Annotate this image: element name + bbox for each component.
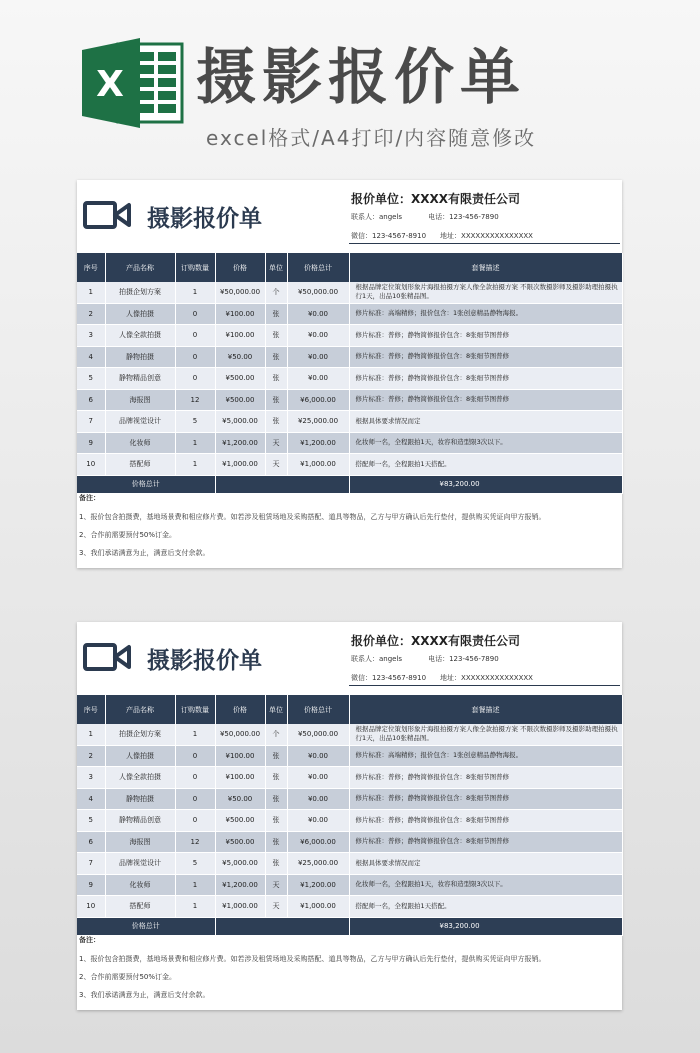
cell-qty: 0 — [175, 368, 215, 390]
cell-no: 6 — [77, 389, 105, 411]
total-row — [77, 475, 622, 493]
cell-product: 拍摄企划方案 — [105, 724, 175, 745]
cell-product: 静物精品创意 — [105, 368, 175, 390]
wechat-address-info — [351, 673, 533, 683]
contact-info — [351, 654, 499, 664]
cell-price: ¥1,200.00 — [215, 874, 265, 896]
cell-total: ¥0.00 — [287, 325, 349, 347]
contact-phone: 电话：123-456-7890 — [428, 213, 499, 221]
cell-qty: 12 — [175, 389, 215, 411]
total-row — [77, 917, 622, 935]
header-product: 产品名称 — [105, 695, 175, 724]
cell-qty: 0 — [175, 346, 215, 368]
cell-unit: 张 — [265, 325, 287, 347]
cell-product: 化妆师 — [105, 432, 175, 454]
cell-price: ¥100.00 — [215, 325, 265, 347]
cell-no: 6 — [77, 831, 105, 853]
cell-desc: 根据品牌定位策划形象片海报拍摄方案人像全款拍摄方案 不限次数摄影师及摄影助理拍摄执行1天，出品10张精品图。 — [349, 724, 622, 745]
cell-desc: 化妆师一名，全程跟拍1天，妆容和造型限3次以下。 — [349, 432, 622, 454]
cell-desc: 修片标准：普修；静物简修报价包含：8张细节图普修 — [349, 810, 622, 832]
header-qty: 订购数量 — [175, 695, 215, 724]
cell-qty: 1 — [175, 896, 215, 918]
cell-total: ¥0.00 — [287, 303, 349, 325]
cell-desc: 搭配师一名，全程跟拍1天搭配。 — [349, 896, 622, 918]
notes-title: 备注： — [79, 494, 100, 502]
table-header-row — [77, 695, 622, 724]
header-divider — [349, 685, 620, 686]
sheet-title: 摄影报价单 — [147, 648, 262, 674]
table-row — [77, 767, 622, 789]
wechat: 微信：123-4567-8910 — [351, 674, 427, 682]
cell-qty: 5 — [175, 411, 215, 433]
table-row — [77, 810, 622, 832]
cell-unit: 张 — [265, 368, 287, 390]
address: 地址：XXXXXXXXXXXXXXX — [440, 674, 533, 682]
address: 地址：XXXXXXXXXXXXXXX — [440, 232, 533, 240]
table-row — [77, 724, 622, 745]
table-row — [77, 454, 622, 476]
cell-product: 人像全款拍摄 — [105, 325, 175, 347]
cell-product: 人像拍摄 — [105, 745, 175, 767]
header-price: 价格 — [215, 695, 265, 724]
cell-price: ¥500.00 — [215, 389, 265, 411]
note-item: 2、合作前需要预付50%订金。 — [79, 531, 177, 539]
cell-price: ¥100.00 — [215, 745, 265, 767]
header-unit: 单位 — [265, 695, 287, 724]
top-banner — [0, 0, 700, 170]
cell-total: ¥50,000.00 — [287, 282, 349, 303]
header-product: 产品名称 — [105, 253, 175, 282]
excel-logo-letter: X — [96, 64, 124, 105]
table-row — [77, 389, 622, 411]
banner-subtitle: excel格式/A4打印/内容随意修改 — [206, 126, 537, 150]
excel-icon — [82, 38, 186, 128]
cell-total: ¥6,000.00 — [287, 831, 349, 853]
table-row — [77, 346, 622, 368]
total-label: 价格总计 — [77, 917, 215, 935]
wechat-address-info — [351, 231, 533, 241]
contact-info — [351, 212, 499, 222]
cell-product: 搭配师 — [105, 896, 175, 918]
cell-product: 海报图 — [105, 389, 175, 411]
cell-desc: 修片标准：普修；静物简修报价包含：8张细节图普修 — [349, 389, 622, 411]
cell-desc: 修片标准：高端精修；报价包含：1张创意精品静物海报。 — [349, 745, 622, 767]
cell-qty: 0 — [175, 303, 215, 325]
total-value: ¥83,200.00 — [349, 475, 622, 493]
cell-desc: 修片标准：普修；静物简修报价包含：8张细节图普修 — [349, 346, 622, 368]
table-row — [77, 853, 622, 875]
contact-person: 联系人：angels — [351, 655, 403, 663]
video-camera-icon — [83, 200, 131, 230]
cell-unit: 张 — [265, 788, 287, 810]
cell-price: ¥50.00 — [215, 346, 265, 368]
cell-unit: 天 — [265, 432, 287, 454]
quote-sheet-preview — [77, 180, 622, 568]
cell-no: 3 — [77, 767, 105, 789]
table-row — [77, 325, 622, 347]
total-spacer — [215, 475, 349, 493]
cell-no: 10 — [77, 454, 105, 476]
header-total: 价格总计 — [287, 253, 349, 282]
cell-no: 5 — [77, 368, 105, 390]
header-no: 序号 — [77, 253, 105, 282]
cell-desc: 修片标准：普修；静物简修报价包含：8张细节图普修 — [349, 831, 622, 853]
header-total: 价格总计 — [287, 695, 349, 724]
cell-price: ¥1,000.00 — [215, 454, 265, 476]
header-desc: 套餐描述 — [349, 253, 622, 282]
table-row — [77, 874, 622, 896]
cell-no: 5 — [77, 810, 105, 832]
cell-total: ¥0.00 — [287, 788, 349, 810]
cell-unit: 张 — [265, 389, 287, 411]
cell-no: 4 — [77, 346, 105, 368]
cell-price: ¥1,200.00 — [215, 432, 265, 454]
cell-desc: 修片标准：高端精修；报价包含：1张创意精品静物海报。 — [349, 303, 622, 325]
table-header-row — [77, 253, 622, 282]
table-row — [77, 282, 622, 303]
cell-unit: 张 — [265, 346, 287, 368]
cell-unit: 天 — [265, 454, 287, 476]
cell-total: ¥1,200.00 — [287, 432, 349, 454]
cell-total: ¥50,000.00 — [287, 724, 349, 745]
sheet-title: 摄影报价单 — [147, 206, 262, 232]
cell-no: 1 — [77, 724, 105, 745]
cell-product: 搭配师 — [105, 454, 175, 476]
cell-product: 静物拍摄 — [105, 788, 175, 810]
total-spacer — [215, 917, 349, 935]
video-camera-icon — [83, 642, 131, 672]
cell-unit: 张 — [265, 745, 287, 767]
table-row — [77, 831, 622, 853]
cell-qty: 1 — [175, 282, 215, 303]
cell-no: 2 — [77, 303, 105, 325]
cell-no: 9 — [77, 432, 105, 454]
cell-product: 静物精品创意 — [105, 810, 175, 832]
cell-qty: 1 — [175, 432, 215, 454]
quote-table — [77, 695, 623, 936]
cell-price: ¥50.00 — [215, 788, 265, 810]
company-name: 报价单位：XXXX有限责任公司 — [351, 634, 521, 648]
cell-total: ¥0.00 — [287, 745, 349, 767]
cell-no: 2 — [77, 745, 105, 767]
cell-unit: 张 — [265, 853, 287, 875]
cell-qty: 0 — [175, 745, 215, 767]
cell-no: 7 — [77, 411, 105, 433]
cell-product: 静物拍摄 — [105, 346, 175, 368]
header-unit: 单位 — [265, 253, 287, 282]
cell-qty: 0 — [175, 810, 215, 832]
cell-qty: 12 — [175, 831, 215, 853]
sheet-header — [77, 622, 622, 695]
cell-total: ¥0.00 — [287, 767, 349, 789]
cell-desc: 根据品牌定位策划形象片海报拍摄方案人像全款拍摄方案 不限次数摄影师及摄影助理拍摄执行1天，出品10张精品图。 — [349, 282, 622, 303]
cell-unit: 张 — [265, 767, 287, 789]
note-item: 2、合作前需要预付50%订金。 — [79, 973, 177, 981]
cell-unit: 天 — [265, 874, 287, 896]
cell-price: ¥100.00 — [215, 303, 265, 325]
cell-qty: 1 — [175, 874, 215, 896]
cell-product: 人像全款拍摄 — [105, 767, 175, 789]
cell-desc: 搭配师一名，全程跟拍1天搭配。 — [349, 454, 622, 476]
cell-desc: 化妆师一名，全程跟拍1天，妆容和造型限3次以下。 — [349, 874, 622, 896]
cell-product: 化妆师 — [105, 874, 175, 896]
cell-qty: 5 — [175, 853, 215, 875]
header-desc: 套餐描述 — [349, 695, 622, 724]
cell-price: ¥500.00 — [215, 831, 265, 853]
table-row — [77, 896, 622, 918]
cell-no: 7 — [77, 853, 105, 875]
cell-price: ¥50,000.00 — [215, 282, 265, 303]
contact-phone: 电话：123-456-7890 — [428, 655, 499, 663]
cell-total: ¥1,200.00 — [287, 874, 349, 896]
cell-product: 品牌视觉设计 — [105, 411, 175, 433]
cell-product: 品牌视觉设计 — [105, 853, 175, 875]
contact-person: 联系人：angels — [351, 213, 403, 221]
cell-product: 海报图 — [105, 831, 175, 853]
cell-qty: 0 — [175, 788, 215, 810]
table-row — [77, 432, 622, 454]
cell-total: ¥0.00 — [287, 346, 349, 368]
cell-unit: 张 — [265, 831, 287, 853]
cell-desc: 根据具体要求情况而定 — [349, 411, 622, 433]
cell-no: 10 — [77, 896, 105, 918]
table-row — [77, 303, 622, 325]
cell-total: ¥25,000.00 — [287, 853, 349, 875]
header-price: 价格 — [215, 253, 265, 282]
cell-price: ¥5,000.00 — [215, 411, 265, 433]
cell-unit: 张 — [265, 303, 287, 325]
cell-price: ¥1,000.00 — [215, 896, 265, 918]
sheet-header — [77, 180, 622, 253]
cell-desc: 根据具体要求情况而定 — [349, 853, 622, 875]
cell-unit: 个 — [265, 724, 287, 745]
cell-unit: 个 — [265, 282, 287, 303]
cell-qty: 0 — [175, 325, 215, 347]
table-row — [77, 788, 622, 810]
cell-total: ¥6,000.00 — [287, 389, 349, 411]
header-qty: 订购数量 — [175, 253, 215, 282]
note-item: 3、我们承诺满意为止，满意后支付余款。 — [79, 549, 210, 557]
header-no: 序号 — [77, 695, 105, 724]
cell-price: ¥100.00 — [215, 767, 265, 789]
header-divider — [349, 243, 620, 244]
table-row — [77, 411, 622, 433]
cell-desc: 修片标准：普修；静物简修报价包含：8张细节图普修 — [349, 788, 622, 810]
notes-title: 备注： — [79, 936, 100, 944]
company-name: 报价单位：XXXX有限责任公司 — [351, 192, 521, 206]
cell-product: 人像拍摄 — [105, 303, 175, 325]
table-row — [77, 368, 622, 390]
cell-unit: 张 — [265, 411, 287, 433]
wechat: 微信：123-4567-8910 — [351, 232, 427, 240]
cell-no: 3 — [77, 325, 105, 347]
cell-total: ¥0.00 — [287, 368, 349, 390]
note-item: 1、报价包含拍摄费，基地场景费和相应修片费。如若涉及租赁场地及采购搭配、道具等物品，乙方与甲方确认后先行垫付，提供购买凭证向甲方报销。 — [79, 955, 546, 963]
cell-qty: 0 — [175, 767, 215, 789]
quote-sheet-preview — [77, 622, 622, 1010]
cell-price: ¥5,000.00 — [215, 853, 265, 875]
total-label: 价格总计 — [77, 475, 215, 493]
cell-total: ¥1,000.00 — [287, 896, 349, 918]
cell-price: ¥500.00 — [215, 368, 265, 390]
banner-title: 摄影报价单 — [196, 43, 526, 113]
note-item: 1、报价包含拍摄费，基地场景费和相应修片费。如若涉及租赁场地及采购搭配、道具等物品，乙方与甲方确认后先行垫付，提供购买凭证向甲方报销。 — [79, 513, 546, 521]
cell-unit: 张 — [265, 810, 287, 832]
cell-desc: 修片标准：普修；静物简修报价包含：8张细节图普修 — [349, 325, 622, 347]
table-row — [77, 745, 622, 767]
cell-total: ¥0.00 — [287, 810, 349, 832]
quote-table — [77, 253, 623, 494]
cell-total: ¥1,000.00 — [287, 454, 349, 476]
cell-price: ¥500.00 — [215, 810, 265, 832]
total-value: ¥83,200.00 — [349, 917, 622, 935]
cell-desc: 修片标准：普修；静物简修报价包含：8张细节图普修 — [349, 368, 622, 390]
cell-unit: 天 — [265, 896, 287, 918]
cell-no: 1 — [77, 282, 105, 303]
cell-qty: 1 — [175, 454, 215, 476]
cell-qty: 1 — [175, 724, 215, 745]
cell-no: 9 — [77, 874, 105, 896]
cell-desc: 修片标准：普修；静物简修报价包含：8张细节图普修 — [349, 767, 622, 789]
note-item: 3、我们承诺满意为止，满意后支付余款。 — [79, 991, 210, 999]
cell-product: 拍摄企划方案 — [105, 282, 175, 303]
cell-price: ¥50,000.00 — [215, 724, 265, 745]
cell-total: ¥25,000.00 — [287, 411, 349, 433]
cell-no: 4 — [77, 788, 105, 810]
